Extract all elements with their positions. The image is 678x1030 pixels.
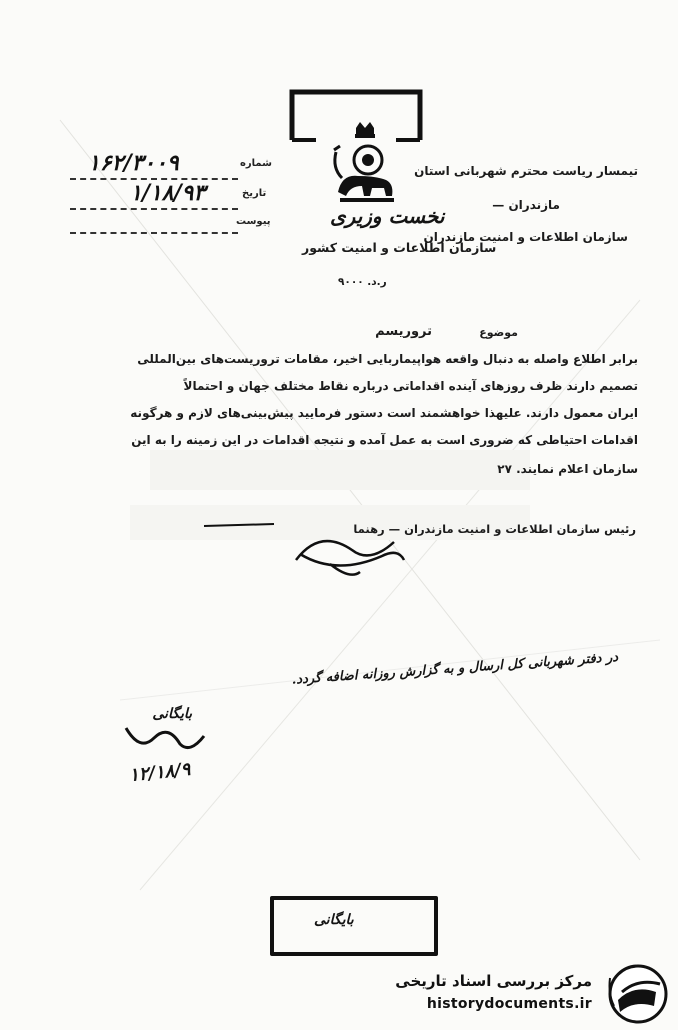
- body-line-4: اقدامات احتیاطی که ضروری است به عمل آمده و نتیجه اقدامات در این زمینه را به این: [131, 433, 638, 447]
- department-code: ر.د. ۹۰۰۰: [338, 276, 387, 288]
- attachment-underline: [70, 232, 238, 234]
- recipient-line-3: سازمان اطلاعات و امنیت مازندران: [423, 230, 628, 244]
- body-line-3: ایران معمول دارند. علیهذا خواهشمند است دستور فرمایید پیش‌بینی‌های لازم و هرگونه: [130, 406, 638, 420]
- savak-title: سازمان اطلاعات و امنیت کشور: [302, 240, 497, 255]
- handwritten-note-line-2: بایگانی: [152, 706, 192, 722]
- letter-date: ۱/۱۸/۹۳: [130, 180, 206, 206]
- signature-scribble: [290, 520, 410, 580]
- archive-website-url: historydocuments.ir: [426, 996, 592, 1012]
- archive-center-name: مرکز بررسی اسناد تاریخی: [395, 972, 592, 990]
- handwritten-note-date: ۱۲/۱۸/۹: [127, 758, 191, 787]
- letter-date-row: [70, 180, 270, 210]
- letter-number-row: [70, 150, 270, 180]
- archive-stamp-text: بایگانی: [314, 912, 354, 928]
- body-line-1: برابر اطلاع واصله به دنبال واقعه هواپیماربایی اخیر، مقامات تروریست‌های بین‌المللی: [137, 352, 638, 366]
- subject-value: تروریسم: [375, 324, 432, 339]
- body-line-2: تصمیم دارند ظرف روزهای آینده اقداماتی درباره نقاط مختلف جهان و احتمالاً: [183, 379, 638, 393]
- recipient-line-2: مازندران —: [492, 198, 560, 212]
- signature-tick: [200, 512, 280, 532]
- handwritten-note-line-1: در دفتر شهربانی کل ارسال و به گزارش روزانه اضافه گردد.: [291, 650, 619, 688]
- number-label: شماره: [240, 158, 272, 169]
- history-documents-logo-icon: [604, 962, 668, 1026]
- attachment-label: پیوست: [236, 216, 271, 227]
- lion-and-sun-emblem-icon: [328, 122, 402, 206]
- signatory-title: رئیس سازمان اطلاعات و امنیت مازندران — رهنما: [353, 522, 636, 536]
- archive-stamp-frame: [270, 896, 438, 956]
- body-line-5: سازمان اعلام نمایند. ۲۷: [497, 462, 638, 476]
- subject-label: موضوع: [479, 326, 518, 339]
- prime-ministry-title: نخست وزیری: [330, 204, 445, 228]
- date-label: تاریخ: [242, 188, 267, 199]
- letter-number: ۱۶۲/۳۰۰۹: [88, 150, 179, 176]
- handwritten-initials: [120, 718, 210, 758]
- attachment-row: [70, 210, 270, 234]
- recipient-line-1: تیمسار ریاست محترم شهربانی استان: [414, 164, 638, 178]
